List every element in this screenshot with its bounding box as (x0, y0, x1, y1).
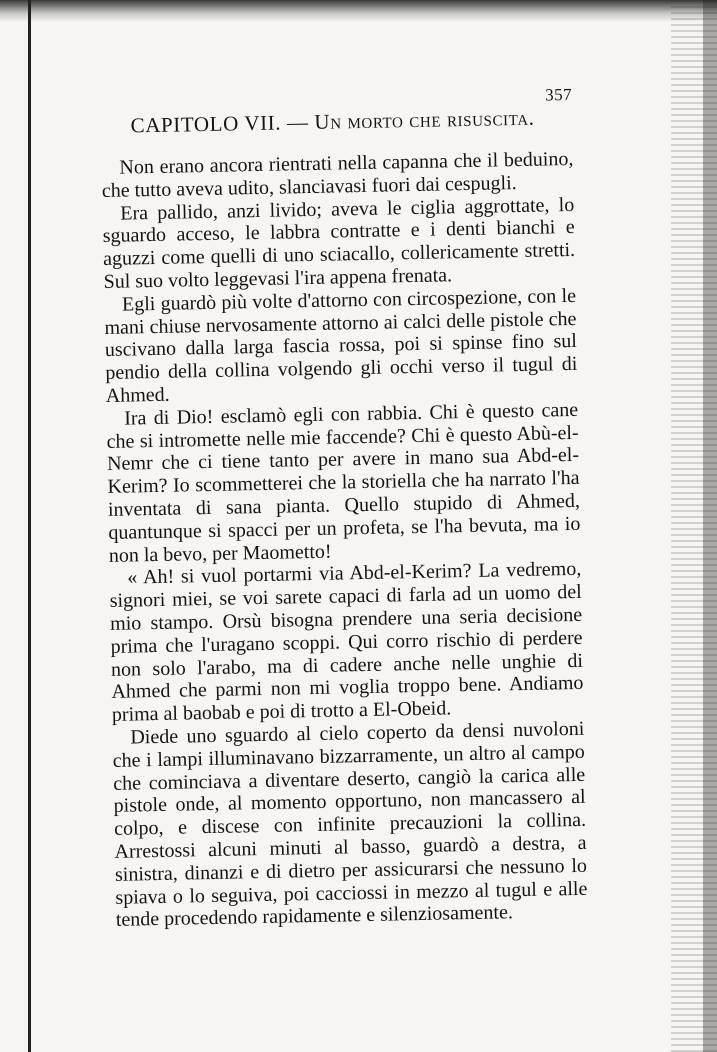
chapter-title: Un morto che risuscita. (314, 105, 535, 134)
paragraph-6: Diede uno sguardo al cielo coperto da densi nuvoloni che i lampi illuminavano bizzarramente, un altro al campo che cominciava a diventare deserto, cangiò la carica alle pistole onde, al momento opportuno, non mancassero al colpo, e discese con infinite precauzioni la collina. Arrestossi alcuni minuti al basso, guardò a destra, a sinistra, dinanzi e di dietro per assicurarsi che nessuno lo spiava o lo seguiva, poi cacciossi in mezzo al tugul e alle tende procedendo rapidamente e silenziosamente. (112, 717, 588, 932)
text-block (100, 85, 588, 932)
paragraph-4: Ira di Dio! esclamò egli con rabbia. Chi è questo cane che si intromette nelle mie faccende? Chi è questo Abù-el-Nemr che ci tiene tanto per avere in mano sua Abd-el-Kerim? Io scommetterei che la storiella che ha narrato l'ha inventata di sana pianta. Quello stupido di Ahmed, quantunque si spacci per un profeta, se l'ha bevuta, ma io non la bevo, per Maometto! (106, 398, 581, 567)
binding-edge (28, 0, 31, 1052)
paragraph-1: Non erano ancora rientrati nella capanna che il beduino, che tutto aveva udito, slanciavasi fuori dai cespugli. (101, 147, 574, 202)
page-number: 357 (544, 84, 573, 105)
scan-right-shadow (703, 0, 717, 1052)
chapter-heading (130, 105, 572, 138)
paragraph-5: « Ah! si vuol portarmi via Abd-el-Kerim? La vedremo, signori miei, se voi sarete capaci di farla ad un uomo del mio stampo. Orsù bisogna prendere una seria decisione prima che l'uragano scoppi. Qui corro rischio di perdere non solo l'arabo, ma di cadere anche nelle unghie di Ahmed che parmi non mi voglia troppo bene. Andiamo prima al baobab e poi di trotto a El-Obeid. (109, 558, 584, 727)
paragraph-2: Era pallido, anzi livido; aveva le ciglia aggrottate, lo sguardo acceso, le labbra contratte e i denti bianchi e aguzzi come quelli di uno sciacallo, collericamente stretti. Sul suo volto leggevasi l'ira appena frenata. (102, 193, 576, 293)
scan-top-edge (0, 0, 717, 22)
chapter-label: CAPITOLO VII. — (130, 110, 309, 138)
paragraph-3: Egli guardò più volte d'attorno con circospezione, con le mani chiuse nervosamente attorno ai calci delle pistole che uscivano dalla larga fascia rossa, poi si spinse fino sul pendio della collina volgendo gli occhi verso il tugul di Ahmed. (104, 284, 578, 407)
